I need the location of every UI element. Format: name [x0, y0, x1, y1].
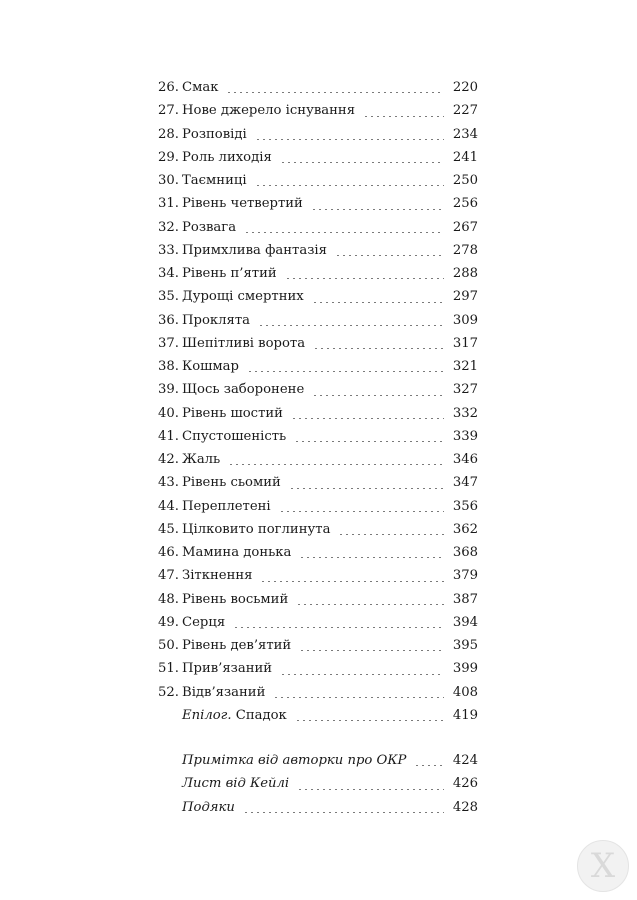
- dot-leader: [280, 162, 444, 163]
- dot-leader: [414, 765, 444, 766]
- toc-entry-page: 332: [452, 405, 478, 421]
- toc-entry: [158, 634, 478, 657]
- toc-entry-page: 267: [452, 219, 478, 235]
- toc-entry-page: 368: [452, 545, 478, 560]
- chapter-list: [158, 76, 478, 704]
- dot-leader: [299, 650, 444, 651]
- dot-leader: [273, 697, 444, 698]
- epilogue-label: Епілог.: [182, 707, 232, 723]
- toc-entry-number: 41.: [158, 428, 179, 444]
- x-seal-icon: [577, 840, 629, 892]
- toc-entry: [158, 76, 478, 99]
- toc-entry-title: Дурощі смертних: [182, 289, 304, 305]
- dot-leader: [244, 232, 444, 233]
- toc-entry-title: Жаль: [182, 452, 221, 467]
- toc-entry-number: 42.: [158, 452, 179, 467]
- toc-entry-number: 40.: [158, 405, 179, 421]
- logo-letter: X: [590, 846, 616, 886]
- toc-entry-page: 288: [452, 266, 478, 281]
- toc-entry-title: Мамина донька: [182, 545, 292, 560]
- toc-entry-title: Цілковито поглинута: [182, 521, 331, 537]
- dot-leader: [279, 511, 444, 512]
- toc-entry: [158, 541, 478, 564]
- toc-entry-title: Розповіді: [182, 126, 247, 142]
- toc-entry-title: Проклята: [182, 312, 250, 328]
- toc-entry-page: 234: [452, 126, 478, 142]
- toc-entry: [158, 796, 478, 819]
- toc-entry-number: 34.: [158, 266, 179, 281]
- dot-leader: [243, 812, 444, 813]
- toc-entry: [158, 495, 478, 518]
- dot-leader: [228, 464, 444, 465]
- toc-entry-title: Роль лиходія: [182, 149, 272, 165]
- toc-entry-title: Відв’язаний: [182, 684, 266, 700]
- dot-leader: [312, 395, 444, 396]
- toc-entry-title: Серця: [182, 614, 226, 630]
- toc-entry-number: 29.: [158, 149, 179, 165]
- toc-entry-number: 38.: [158, 359, 179, 374]
- toc-entry-number: 36.: [158, 312, 179, 328]
- toc-entry-title: Рівень сьомий: [182, 475, 281, 491]
- toc-entry-title: Рівень п’ятий: [182, 266, 277, 281]
- dot-leader: [226, 92, 444, 93]
- dot-leader: [296, 604, 444, 605]
- toc-entry-epilogue: [158, 704, 478, 727]
- toc-entry-title: Розвага: [182, 219, 237, 235]
- toc-entry-title: Переплетені: [182, 498, 271, 514]
- toc-entry-page: 399: [452, 661, 478, 677]
- toc-entry-title: Зіткнення: [182, 568, 253, 584]
- toc-entry: [158, 192, 478, 215]
- toc-entry-title: [182, 704, 287, 727]
- dot-leader: [233, 627, 444, 628]
- toc-entry: [158, 378, 478, 401]
- dot-leader: [313, 348, 444, 349]
- toc-entry-page: 278: [452, 242, 478, 258]
- toc-entry-title: Рівень четвертий: [182, 196, 303, 212]
- dot-leader: [255, 185, 444, 186]
- dot-leader: [363, 116, 444, 117]
- toc-entry-title: Рівень дев’ятий: [182, 638, 292, 653]
- toc-entry-page: 241: [452, 149, 478, 165]
- toc-entry-number: 37.: [158, 335, 179, 351]
- dot-leader: [285, 278, 444, 279]
- dot-leader: [335, 255, 444, 256]
- toc-entry-title: Подяки: [182, 799, 235, 815]
- toc-entry-page: 387: [452, 591, 478, 607]
- toc-entry-page: 424: [452, 753, 478, 768]
- toc-entry: [158, 402, 478, 425]
- toc-entry: [158, 564, 478, 587]
- toc-entry: [158, 99, 478, 122]
- dot-leader: [295, 720, 444, 721]
- toc-entry-page: 347: [452, 475, 478, 491]
- toc-entry-number: 28.: [158, 126, 179, 142]
- toc-entry: [158, 657, 478, 680]
- toc-entry: [158, 749, 478, 772]
- toc-entry-page: 309: [452, 312, 478, 328]
- toc-entry: [158, 355, 478, 378]
- toc-entry: [158, 611, 478, 634]
- toc-entry-page: 220: [452, 80, 478, 95]
- dot-leader: [255, 139, 444, 140]
- toc-entry-number: 31.: [158, 196, 179, 212]
- dot-leader: [299, 557, 444, 558]
- toc-entry-title: Щось заборонене: [182, 382, 305, 398]
- dot-leader: [260, 581, 444, 582]
- toc-entry: [158, 285, 478, 308]
- toc-entry-page: 394: [452, 614, 478, 630]
- epilogue-title: Спадок: [235, 707, 287, 723]
- section-gap: [158, 727, 478, 749]
- toc-entry-page: 321: [452, 359, 478, 374]
- toc-entry: [158, 332, 478, 355]
- toc-entry: [158, 448, 478, 471]
- toc-entry-title: Рівень восьмий: [182, 591, 289, 607]
- dot-leader: [258, 325, 444, 326]
- toc-entry-title: Нове джерело існування: [182, 103, 356, 119]
- toc-entry-number: 46.: [158, 545, 179, 560]
- toc-entry-number: 27.: [158, 103, 179, 119]
- toc-entry-page: 256: [452, 196, 478, 212]
- toc-entry-page: 356: [452, 498, 478, 514]
- dot-leader: [247, 371, 444, 372]
- toc-entry-title: Смак: [182, 80, 219, 95]
- toc-entry: [158, 309, 478, 332]
- toc-entry-number: 33.: [158, 242, 179, 258]
- toc-entry-number: 30.: [158, 173, 179, 188]
- dot-leader: [294, 441, 444, 442]
- dot-leader: [289, 488, 444, 489]
- toc-entry-title: Спустошеність: [182, 428, 287, 444]
- toc-entry-page: 419: [452, 707, 478, 723]
- toc-entry-number: 39.: [158, 382, 179, 398]
- toc-entry-page: 346: [452, 452, 478, 467]
- toc-entry: [158, 471, 478, 494]
- toc-entry: [158, 169, 478, 192]
- toc-entry: [158, 262, 478, 285]
- toc-entry-title: Шепітливі ворота: [182, 335, 306, 351]
- toc-entry-page: 327: [452, 382, 478, 398]
- dot-leader: [312, 302, 444, 303]
- toc-entry-title: Лист від Кейлі: [182, 776, 290, 792]
- toc-entry: [158, 518, 478, 541]
- toc-entry-page: 297: [452, 289, 478, 305]
- toc-entry-title: Примітка від авторки про ОКР: [182, 753, 407, 768]
- toc-entry-page: 408: [452, 684, 478, 700]
- toc-entry-number: 49.: [158, 614, 179, 630]
- toc-entry-page: 317: [452, 335, 478, 351]
- toc-entry-number: 52.: [158, 684, 179, 700]
- toc-entry-title: Прив’язаний: [182, 661, 273, 677]
- toc-entry-title: Рівень шостий: [182, 405, 283, 421]
- toc-entry: [158, 123, 478, 146]
- toc-entry: [158, 588, 478, 611]
- toc-entry: [158, 146, 478, 169]
- dot-leader: [311, 209, 444, 210]
- table-of-contents: [158, 76, 478, 819]
- toc-entry: [158, 681, 478, 704]
- toc-entry-number: 43.: [158, 475, 179, 491]
- toc-entry: [158, 216, 478, 239]
- toc-entry-page: 379: [452, 568, 478, 584]
- toc-entry: [158, 239, 478, 262]
- toc-entry-title: Кошмар: [182, 359, 239, 374]
- toc-entry-number: 26.: [158, 80, 179, 95]
- toc-entry-page: 428: [452, 799, 478, 815]
- toc-entry-number: 48.: [158, 591, 179, 607]
- toc-entry-number: 50.: [158, 638, 179, 653]
- dot-leader: [338, 534, 444, 535]
- toc-entry-page: 426: [452, 776, 478, 792]
- toc-entry-page: 227: [452, 103, 478, 119]
- dot-leader: [280, 674, 444, 675]
- toc-entry-number: 32.: [158, 219, 179, 235]
- toc-entry-title: Примхлива фантазія: [182, 242, 327, 258]
- dot-leader: [291, 418, 444, 419]
- toc-entry-page: 395: [452, 638, 478, 653]
- toc-entry-number: 45.: [158, 521, 179, 537]
- toc-entry-page: 339: [452, 428, 478, 444]
- toc-entry-number: 47.: [158, 568, 179, 584]
- toc-entry-number: 51.: [158, 661, 179, 677]
- toc-entry-page: 250: [452, 173, 478, 188]
- toc-entry-number: 44.: [158, 498, 179, 514]
- toc-entry: [158, 772, 478, 795]
- toc-entry-number: 35.: [158, 289, 179, 305]
- backmatter-list: [158, 749, 478, 819]
- dot-leader: [297, 789, 444, 790]
- toc-entry-title: Таємниці: [182, 173, 247, 188]
- toc-entry-page: 362: [452, 521, 478, 537]
- toc-entry: [158, 425, 478, 448]
